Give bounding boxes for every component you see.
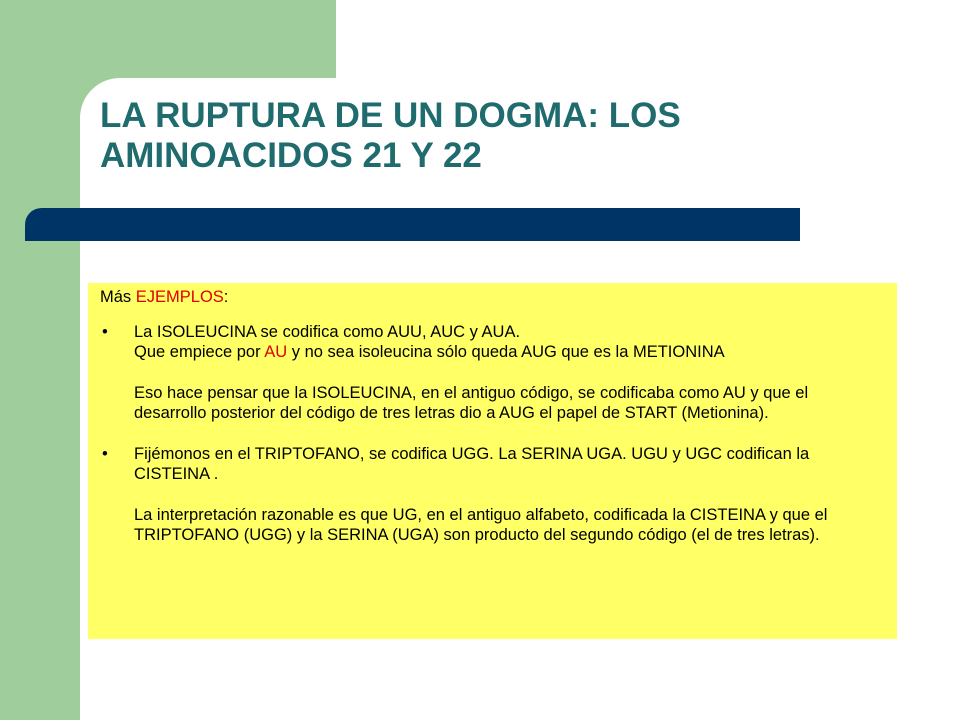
top-accent-block: [80, 0, 336, 78]
slide-title: LA RUPTURA DE UN DOGMA: LOS AMINOACIDOS 21 Y 22: [100, 96, 681, 175]
bullet1-line2-highlight: AU: [264, 343, 288, 361]
bullet-marker: •: [102, 444, 108, 463]
left-accent-strip: [0, 0, 80, 720]
list-item-triptofano: [100, 444, 885, 546]
title-divider-bar: [25, 208, 800, 241]
bullet1-line2-prefix: Que empiece por: [134, 343, 265, 361]
intro-suffix: :: [223, 288, 229, 306]
intro-line: [100, 287, 885, 308]
bullet2-paragraph2: La interpretación razonable es que UG, en el antiguo alfabeto, codificada la CISTEINA y que el TRIPTOFANO (UGG) y la SERINA (UGA) son producto del segundo código (el de tres letras).: [134, 505, 828, 544]
bullet1-line2: [134, 342, 885, 363]
examples-list: [100, 322, 885, 546]
intro-highlight: EJEMPLOS: [135, 288, 224, 306]
bullet-marker: •: [102, 322, 108, 341]
list-item-isoleucina: [100, 322, 885, 424]
bullet1-line1: La ISOLEUCINA se codifica como AUU, AUC y AUA.: [134, 322, 521, 341]
content-box: [88, 283, 897, 639]
bullet1-line2-suffix: y no sea isoleucina sólo queda AUG que es la METIONINA: [287, 343, 725, 361]
bullet1-paragraph2: Eso hace pensar que la ISOLEUCINA, en el antiguo código, se codificaba como AU y que el desarrollo posterior del código de tres letras dio a AUG el papel de START (Metionina).: [134, 383, 809, 422]
bullet2-paragraph1: Fijémonos en el TRIPTOFANO, se codifica UGG. La SERINA UGA. UGU y UGC codifican la CISTEINA .: [134, 444, 810, 483]
intro-prefix: Más: [100, 288, 136, 306]
